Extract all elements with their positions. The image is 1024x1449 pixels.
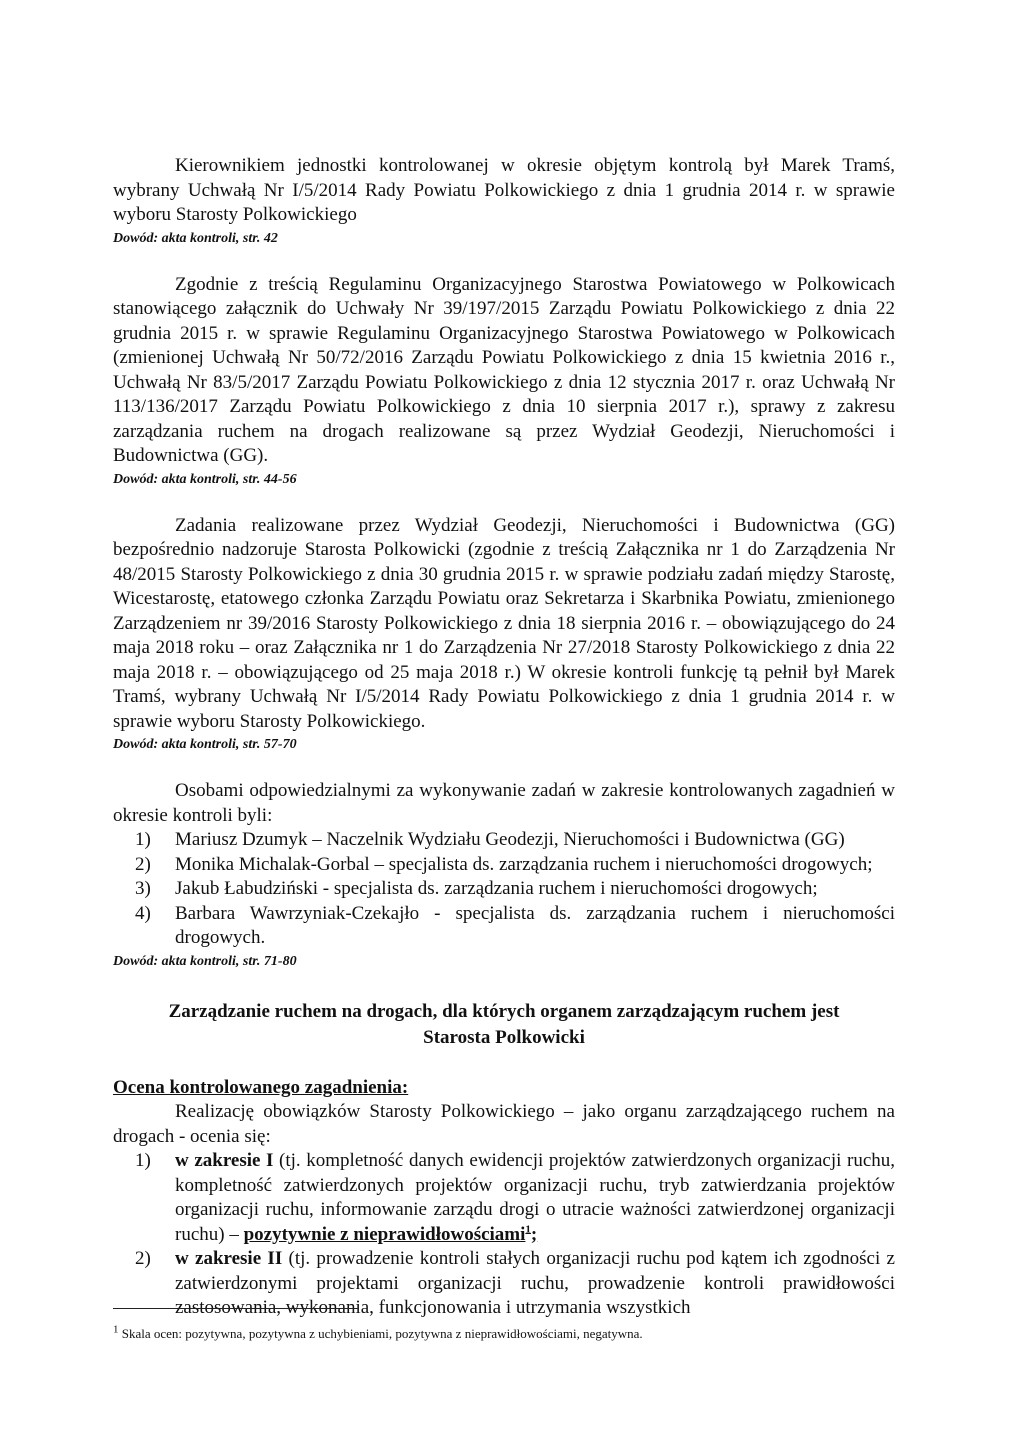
list-item-number: 4) bbox=[135, 902, 151, 924]
evidence-reference: Dowód: akta kontroli, str. 44-56 bbox=[113, 471, 297, 487]
list-item-number: 1) bbox=[135, 829, 151, 850]
list-item bbox=[113, 828, 895, 853]
list-item-text: (tj. prowadzenie kontroli stałych organizacji ruchu pod kątem ich zgodności z zatwierdzonymi projektami organizacji ruchu, prowadzenie kontroli prawidłowości zastosowania, wykonania, funkcjonowania i utrzymania wszystkich bbox=[175, 1248, 895, 1318]
list-item-number: 1) bbox=[135, 1150, 151, 1171]
list-item-number: 2) bbox=[135, 1248, 151, 1269]
list-item-text: Monika Michalak-Gorbal – specjalista ds. zarządzania ruchem i nieruchomości drogowych; bbox=[175, 853, 873, 875]
section-heading-line-1: Zarządzanie ruchem na drogach, dla których organem zarządzającym ruchem jest bbox=[168, 1000, 840, 1022]
assessment-intro: Realizację obowiązków Starosty Polkowickiego – jako organu zarządzającego ruchem na drogach - ocenia się: bbox=[113, 1101, 895, 1147]
list-item-text: (tj. kompletność danych ewidencji projektów zatwierdzonych organizacji ruchu, kompletność zatwierdzonych projektów organizacji ruchu, tryb zatwierdzania projektów organizacji ruchu, informowanie zarządu drogi o utracie ważności zatwierdzonej organizacji ruchu) – bbox=[175, 1150, 896, 1245]
list-item-text: Mariusz Dzumyk – Naczelnik Wydziału Geodezji, Nieruchomości i Budownictwa (GG) bbox=[175, 829, 845, 850]
evidence-reference: Dowód: akta kontroli, str. 42 bbox=[113, 230, 278, 246]
list-item bbox=[113, 902, 895, 951]
list-item-tail: ; bbox=[530, 1223, 538, 1245]
list-item-text: Jakub Łabudziński - specjalista ds. zarządzania ruchem i nieruchomości drogowych; bbox=[175, 878, 818, 899]
footnote-divider bbox=[113, 1308, 358, 1309]
paragraph-supervision: Zadania realizowane przez Wydział Geodezji, Nieruchomości i Budownictwa (GG) bezpośrednio nadzoruje Starosta Polkowicki (zgodnie z treścią Załącznika nr 1 do Zarządzenia Nr 48/2015 Starosty Polkowickiego z dnia 30 grudnia 2015 r. w sprawie podziału zadań między Starostę, Wicestarostę, etatowego członka Zarządu Powiatu oraz Sekretarza i Skarbnika Powiatu, zmienionego Zarządzeniem nr 39/2016 Starosty Polkowickiego z dnia 18 sierpnia 2016 r. – obowiązującego do 24 maja 2018 roku – oraz Załącznika nr 1 do Zarządzenia Nr 27/2018 Starosty Polkowickiego z dnia 22 maja 2018 r. – obowiązującego od 25 maja 2018 r.) W okresie kontroli funkcję tą pełnił był Marek Tramś, wybrany Uchwałą Nr I/5/2014 Rady Powiatu Polkowickiego z dnia 1 grudnia 2014 r. w sprawie wyboru Starosty Polkowickiego. bbox=[113, 514, 895, 732]
list-item-text: Barbara Wawrzyniak-Czekajło - specjalista ds. zarządzania ruchem i nieruchomości drogowych. bbox=[175, 902, 895, 948]
document-page bbox=[113, 154, 895, 1321]
paragraph-head-of-unit: Kierownikiem jednostki kontrolowanej w okresie objętym kontrolą był Marek Tramś, wybrany Uchwałą Nr I/5/2014 Rady Powiatu Polkowickiego z dnia 1 grudnia 2014 r. w sprawie wyboru Starosty Polkowickiego bbox=[113, 155, 895, 225]
footnote-reference[interactable]: 1 bbox=[525, 1223, 531, 1236]
rating-text: pozytywnie z nieprawidłowościami bbox=[243, 1223, 526, 1245]
evidence-reference: Dowód: akta kontroli, str. 57-70 bbox=[113, 737, 297, 752]
assessment-list bbox=[113, 1149, 895, 1321]
list-item bbox=[113, 1149, 895, 1247]
footnote-text: Skala ocen: pozytywna, pozytywna z uchybieniami, pozytywna z nieprawidłowościami, negatywna. bbox=[121, 1326, 643, 1341]
assessment-label: Ocena kontrolowanego zagadnienia: bbox=[113, 1076, 409, 1098]
scope-label: w zakresie II bbox=[175, 1248, 283, 1269]
scope-label: w zakresie I bbox=[175, 1150, 274, 1171]
paragraph-regulations: Zgodnie z treścią Regulaminu Organizacyjnego Starostwa Powiatowego w Polkowicach stanowiącego załącznik do Uchwały Nr 39/197/2015 Zarządu Powiatu Polkowickiego z dnia 22 grudnia 2015 r. w sprawie Regulaminu Organizacyjnego Starostwa Powiatowego w Polkowicach (zmienionej Uchwałą Nr 50/72/2016 Zarządu Powiatu Polkowickiego z dnia 15 kwietnia 2016 r., Uchwałą Nr 83/5/2017 Zarządu Powiatu Polkowickiego z dnia 12 stycznia 2017 r. oraz Uchwałą Nr 113/136/2017 Zarządu Powiatu Polkowickiego z dnia 10 sierpnia 2017 r.), sprawy z zakresu zarządzania ruchem na drogach realizowane są przez Wydział Geodezji, Nieruchomości i Budownictwa (GG). bbox=[113, 273, 895, 466]
list-item bbox=[113, 877, 895, 902]
list-item-number: 2) bbox=[135, 853, 151, 875]
section-heading-line-2: Starosta Polkowicki bbox=[423, 1026, 585, 1048]
list-item-number: 3) bbox=[135, 878, 151, 899]
list-item bbox=[113, 853, 895, 878]
list-item bbox=[113, 1247, 895, 1321]
footnote-number: 1 bbox=[113, 1323, 119, 1336]
footnote bbox=[113, 1323, 895, 1342]
evidence-reference: Dowód: akta kontroli, str. 71-80 bbox=[113, 953, 297, 969]
paragraph-responsible-persons: Osobami odpowiedzialnymi za wykonywanie zadań w zakresie kontrolowanych zagadnień w okresie kontroli byli: bbox=[113, 780, 895, 826]
responsible-persons-list bbox=[113, 828, 895, 951]
